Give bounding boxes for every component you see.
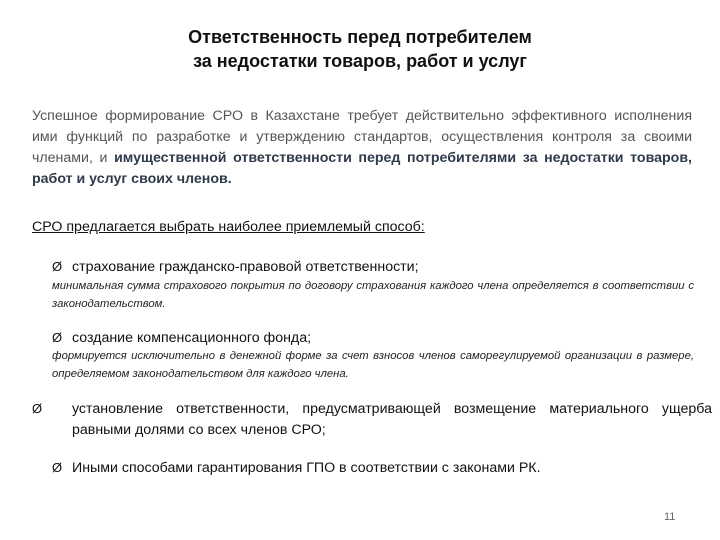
slide-title-line-2: за недостатки товаров, работ и услуг: [193, 51, 527, 71]
slide-title-line-1: Ответственность перед потребителем: [188, 27, 532, 47]
bullet-arrow-icon: Ø: [52, 330, 63, 345]
intro-text: Успешное формирование СРО в Казахстане требует действительно эффективного исполнения ими функций по разработке и утверждению стандартов, осуществления контроля за своими членами, и: [32, 108, 692, 166]
slide-title: [60, 25, 660, 73]
bullet-arrow-icon: Ø: [52, 460, 63, 475]
note-insurance: минимальная сумма страхового покрытия по договору страхования каждого члена определяется в соответствии с законодательством.: [52, 280, 694, 310]
intro-paragraph: [32, 106, 692, 190]
note-compensation-fund: формируется исключительно в денежной форме за счет взносов членов саморегулируемой организации в размере, определяемом законодательством для каждого члена.: [52, 350, 694, 380]
bullet-other-methods-text: Иными способами гарантирования ГПО в соответствии с законами РК.: [72, 460, 541, 476]
intro-emphasis: имущественной ответственности перед потребителями за недостатки товаров, работ и услуг своих членов.: [32, 150, 692, 187]
bullet-arrow-icon: Ø: [52, 259, 63, 274]
methods-heading: СРО предлагается выбрать наиболее приемлемый способ:: [32, 219, 425, 235]
bullet-insurance: [52, 256, 692, 278]
bullet-other-methods: [52, 457, 692, 479]
bullet-compensation-fund-text: создание компенсационного фонда;: [72, 330, 312, 346]
bullet-compensation-fund: [52, 327, 692, 349]
bullet-shared-liability: [32, 398, 712, 441]
bullet-shared-liability-text: установление ответственности, предусматривающей возмещение материального ущерба равными долями со всех членов СРО;: [72, 401, 712, 438]
bullet-insurance-text: страхование гражданско-правовой ответственности;: [72, 259, 419, 275]
bullet-arrow-icon: Ø: [32, 401, 43, 416]
page-number: 11: [664, 511, 676, 523]
